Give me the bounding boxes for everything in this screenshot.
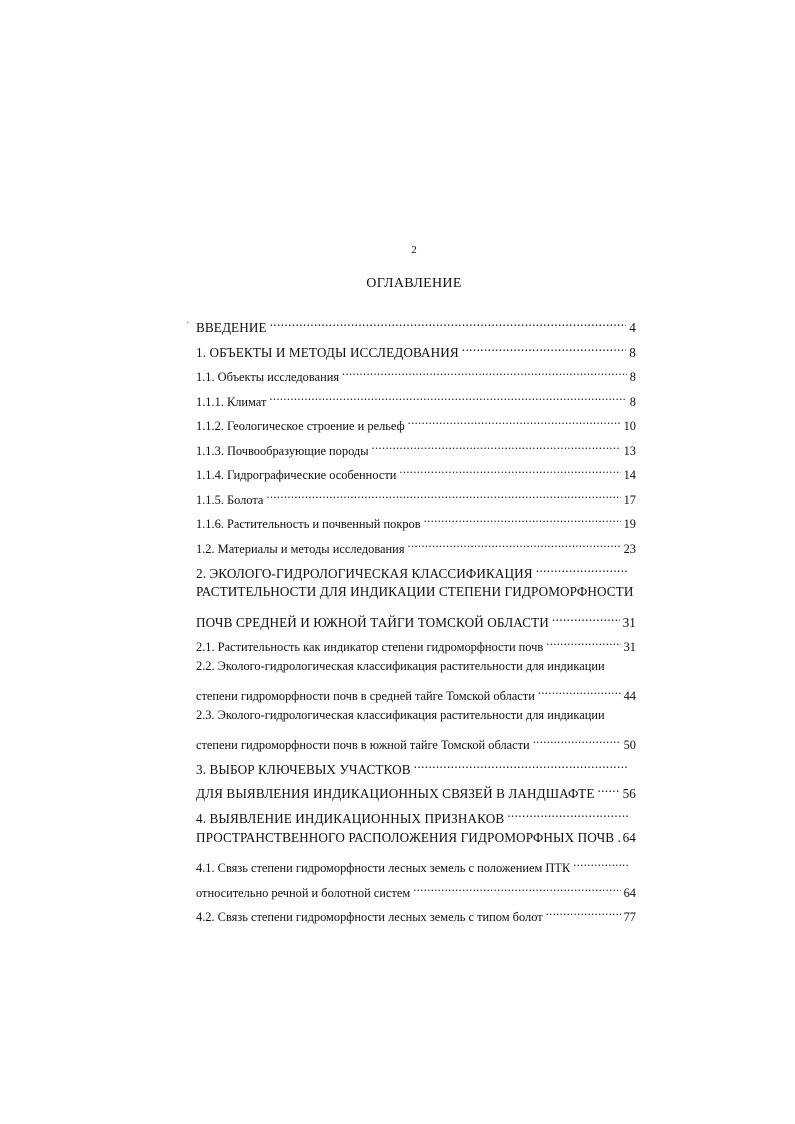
toc-entry <box>196 410 636 434</box>
toc-entry-page: 50 <box>623 738 636 753</box>
toc-entry-page: 10 <box>623 419 636 434</box>
toc-entry <box>196 435 636 458</box>
toc-entry-page: 8 <box>629 394 636 409</box>
toc-leader-dots <box>269 386 626 406</box>
toc-leader-dots <box>424 508 621 528</box>
toc-entry-page: 31 <box>622 614 636 630</box>
toc-entry <box>196 582 632 602</box>
toc-entry-title: ПОЧВ СРЕДНЕЙ И ЮЖНОЙ ТАЙГИ ТОМСКОЙ ОБЛАСТИ <box>196 614 549 630</box>
toc-entry <box>196 901 636 925</box>
toc-entry-page: 17 <box>623 492 636 507</box>
toc-entry-title: 1.1. Объекты исследования <box>196 370 340 385</box>
page-number: 2 <box>411 244 417 256</box>
toc-leader-dots <box>372 435 621 455</box>
toc-entry <box>196 778 636 802</box>
toc-entry <box>196 754 632 777</box>
toc-entry-page: 13 <box>623 443 636 458</box>
toc-entry-title: ПРОСТРАНСТВЕННОГО РАСПОЛОЖЕНИЯ ГИДРОМОРФНЫХ ПОЧВ . <box>196 829 621 845</box>
toc-leader-dots <box>413 877 620 897</box>
toc-leader-dots <box>538 680 621 700</box>
toc-leader-dots <box>270 312 627 332</box>
toc-leader-dots <box>573 852 629 872</box>
toc-entry-title: степени гидроморфности почв в южной тайге Томской области <box>196 738 530 753</box>
toc-entry <box>196 656 632 676</box>
toc-entry-title: 1.1.4. Гидрографические особенности <box>196 468 397 483</box>
toc-entry-page: 8 <box>629 344 636 360</box>
toc-entry-page: 64 <box>622 829 636 845</box>
toc-entry-page: 64 <box>623 885 636 900</box>
toc-entry-page: 23 <box>623 541 636 556</box>
toc-entry-title: 1.1.6. Растительность и почвенный покров <box>196 517 421 532</box>
toc-leader-dots <box>408 533 621 553</box>
toc-entry <box>196 484 636 507</box>
toc-leader-dots <box>399 459 620 479</box>
toc-entry-title: 2.2. Эколого-гидрологическая классификация растительности для индикации <box>196 658 605 673</box>
toc-entry-page: 77 <box>623 910 636 925</box>
toc-entry-title: 1.1.2. Геологическое строение и рельеф <box>196 419 405 434</box>
toc-entry-title: 2. ЭКОЛОГО-ГИДРОЛОГИЧЕСКАЯ КЛАССИФИКАЦИЯ <box>196 565 533 581</box>
toc-entry-title: 1. ОБЪЕКТЫ И МЕТОДЫ ИССЛЕДОВАНИЯ <box>196 344 459 360</box>
toc-leader-dots <box>507 803 629 823</box>
toc-leader-dots <box>408 410 621 430</box>
toc-leader-dots <box>536 558 629 578</box>
toc-entry-title: 1.2. Материалы и методы исследования <box>196 541 405 556</box>
toc-entry-page: 44 <box>623 689 636 704</box>
toc-entry-title: 2.3. Эколого-гидрологическая классификация растительности для индикации <box>196 707 605 722</box>
toc-entry <box>196 607 636 630</box>
toc-entry-title: РАСТИТЕЛЬНОСТИ ДЛЯ ИНДИКАЦИИ СТЕПЕНИ ГИДРОМОРФНОСТИ <box>196 584 634 600</box>
toc-leader-dots <box>546 631 620 651</box>
toc-entry-title: 1.1.5. Болота <box>196 492 264 507</box>
toc-leader-dots <box>597 778 619 798</box>
toc-entry-page: 8 <box>629 370 636 385</box>
toc-entry-title: ВВЕДЕНИЕ <box>196 320 267 335</box>
toc-entry <box>196 508 636 532</box>
toc-leader-dots <box>414 754 629 774</box>
toc-entry-title: степени гидроморфности почв в средней тайге Томской области <box>196 689 535 704</box>
toc-entry <box>196 386 636 409</box>
toc-leader-dots <box>533 729 621 749</box>
toc-entry <box>196 680 636 704</box>
toc-entry <box>196 533 636 556</box>
toc-entry <box>196 828 636 848</box>
toc-entry-title: ДЛЯ ВЫЯВЛЕНИЯ ИНДИКАЦИОННЫХ СВЯЗЕЙ В ЛАНДШАФТЕ <box>196 786 595 802</box>
toc-entry-title: относительно речной и болотной систем <box>196 885 411 900</box>
toc-entry <box>196 705 632 725</box>
toc-entry-title: 4.1. Связь степени гидроморфности лесных земель с положением ПТК <box>196 861 571 876</box>
toc-leader-dots <box>546 901 621 921</box>
toc-entry-title: 4.2. Связь степени гидроморфности лесных земель с типом болот <box>196 910 543 925</box>
toc-leader-dots <box>266 484 620 504</box>
toc-leader-dots <box>342 361 627 381</box>
toc-entry <box>196 459 636 483</box>
toc-entry-page: 31 <box>623 640 636 655</box>
toc-entry-page: 4 <box>629 320 636 335</box>
toc-entry <box>196 852 632 876</box>
toc-leader-dots <box>462 337 627 357</box>
toc-entry <box>196 312 636 335</box>
toc-entry <box>196 361 636 385</box>
toc-entry-title: 1.1.1. Климат <box>196 394 267 409</box>
toc-entry <box>196 729 636 753</box>
toc-entry-title: 2.1. Растительность как индикатор степени гидроморфности почв <box>196 640 544 655</box>
toc-entry-page: 14 <box>623 468 636 483</box>
toc-entry-page: 19 <box>623 517 636 532</box>
toc-entry-page: 56 <box>622 786 636 802</box>
toc-leader-dots <box>552 607 620 627</box>
toc-title: ОГЛАВЛЕНИЕ <box>366 276 462 291</box>
toc-entry <box>196 337 636 360</box>
toc-entry <box>196 877 636 900</box>
toc-entry-title: 4. ВЫЯВЛЕНИЕ ИНДИКАЦИОННЫХ ПРИЗНАКОВ <box>196 811 505 826</box>
toc-entry-title: 3. ВЫБОР КЛЮЧЕВЫХ УЧАСТКОВ <box>196 761 411 777</box>
toc-entry <box>196 558 632 581</box>
stray-mark: · <box>186 318 190 329</box>
toc-entry-title: 1.1.3. Почвообразующие породы <box>196 443 369 458</box>
toc-entry <box>196 631 636 655</box>
toc-entry <box>196 803 632 826</box>
